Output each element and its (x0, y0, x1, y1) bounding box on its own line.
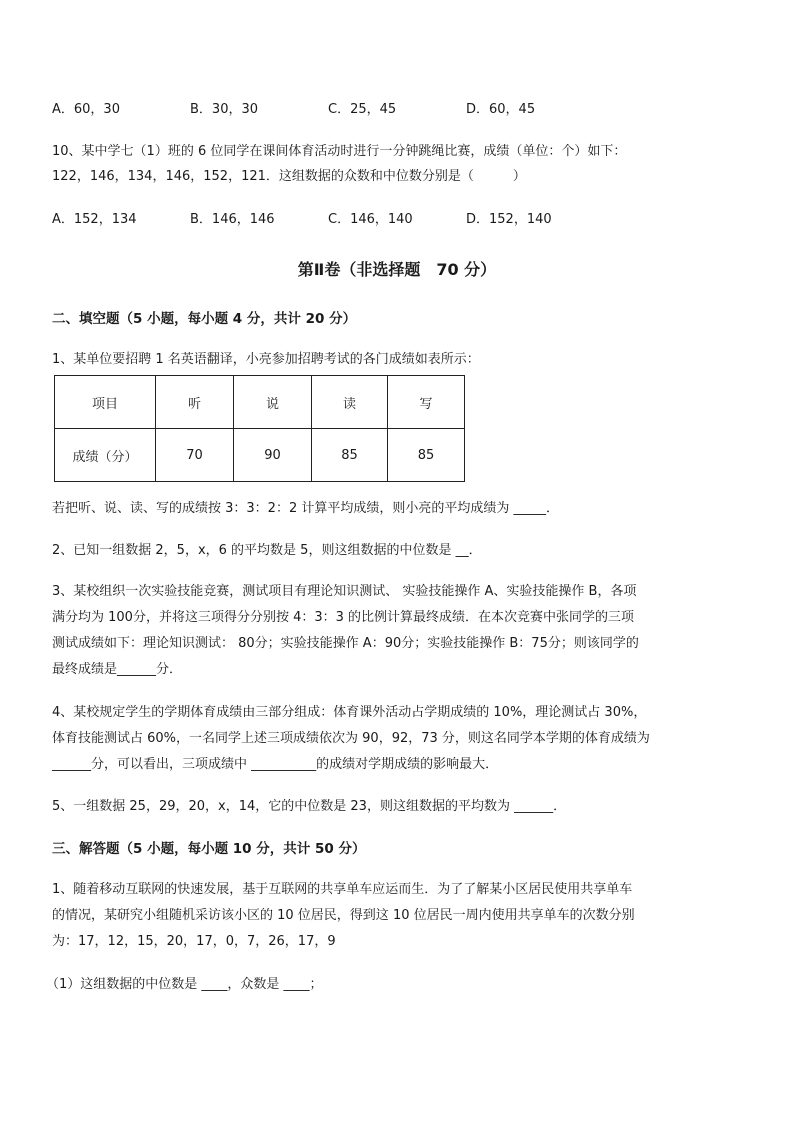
fill2-question: 2、已知一组数据 2，5，x，6 的平均数是 5，则这组数据的中位数是 __． (52, 543, 482, 558)
score-table-header-row (55, 376, 465, 429)
fill1-intro: 1、某单位要招聘 1 名英语翻译，小亮参加招聘考试的各门成绩如表所示： (52, 352, 480, 367)
score-table (54, 375, 465, 482)
q10-option-c: C．146，140 (328, 212, 413, 227)
score-table-header-cell: 读 (312, 376, 388, 429)
fill4-line1: 4、某校规定学生的学期体育成绩由三部分组成：体育课外活动占学期成绩的 10%，理论测试占 30%， (52, 705, 647, 720)
part2-title: 第Ⅱ卷（非选择题 70 分） (297, 260, 497, 279)
section3-heading: 三、解答题（5 小题，每小题 10 分，共计 50 分） (52, 841, 366, 857)
score-table-value-row (55, 429, 465, 482)
fill3-line1: 3、某校组织一次实验技能竞赛，测试项目有理论知识测试、 实验技能操作 A、实验技能操作 B，各项 (52, 584, 637, 599)
q10-option-a: A．152，134 (52, 212, 137, 227)
q10-stem-line1: 10、某中学七（1）班的 6 位同学在课间体育活动时进行一分钟跳绳比赛，成绩（单位：个）如下： (52, 144, 627, 159)
fill3-line2: 满分均为 100分，并将这三项得分分别按 4：3：3 的比例计算最终成绩．在本次竞赛中张同学的三项 (52, 610, 635, 625)
fill4-line3: ______分，可以看出，三项成绩中 __________的成绩对学期成绩的影响最大． (52, 757, 499, 772)
score-table-header-cell: 写 (388, 376, 465, 429)
section2-heading: 二、填空题（5 小题，每小题 4 分，共计 20 分） (52, 311, 357, 327)
score-table-cell: 70 (156, 429, 234, 482)
score-table-cell: 85 (312, 429, 388, 482)
solve1-line1: 1、随着移动互联网的快速发展，基于互联网的共享单车应运而生．为了了解某小区居民使用共享单车 (52, 882, 633, 897)
q9-option-b: B．30，30 (190, 102, 259, 117)
solve1-line3: 为：17，12，15，20，17，0，7，26，17，9 (52, 934, 336, 949)
score-table-header-cell: 项目 (55, 376, 156, 429)
fill1-question: 若把听、说、读、写的成绩按 3：3：2：2 计算平均成绩，则小亮的平均成绩为 _____． (52, 501, 559, 516)
score-table-header-cell: 听 (156, 376, 234, 429)
score-table-header-cell: 说 (234, 376, 312, 429)
q9-option-c: C．25，45 (328, 102, 397, 117)
q9-option-d: D．60，45 (466, 102, 536, 117)
q10-option-b: B．146，146 (190, 212, 275, 227)
fill3-line4: 最终成绩是______分． (52, 662, 183, 677)
score-table-cell: 85 (388, 429, 465, 482)
fill5-question: 5、一组数据 25，29，20，x，14，它的中位数是 23，则这组数据的平均数为 ______． (52, 799, 567, 814)
q10-option-d: D．152，140 (466, 212, 552, 227)
q10-stem-line2: 122，146，134，146，152，121．这组数据的众数和中位数分别是（ ） (52, 169, 526, 184)
fill4-line2: 体育技能测试占 60%，一名同学上述三项成绩依次为 90，92，73 分，则这名同学本学期的体育成绩为 (52, 731, 650, 746)
score-table-cell: 90 (234, 429, 312, 482)
fill3-line3: 测试成绩如下：理论知识测试： 80分；实验技能操作 A：90分；实验技能操作 B：75分；则该同学的 (52, 636, 639, 651)
score-table-cell: 成绩（分） (55, 429, 156, 482)
solve1-subquestion-1: （1）这组数据的中位数是 ____，众数是 ____； (46, 977, 323, 992)
solve1-line2: 的情况，某研究小组随机采访该小区的 10 位居民，得到这 10 位居民一周内使用共享单车的次数分别 (52, 908, 635, 923)
q9-option-a: A．60，30 (52, 102, 120, 117)
